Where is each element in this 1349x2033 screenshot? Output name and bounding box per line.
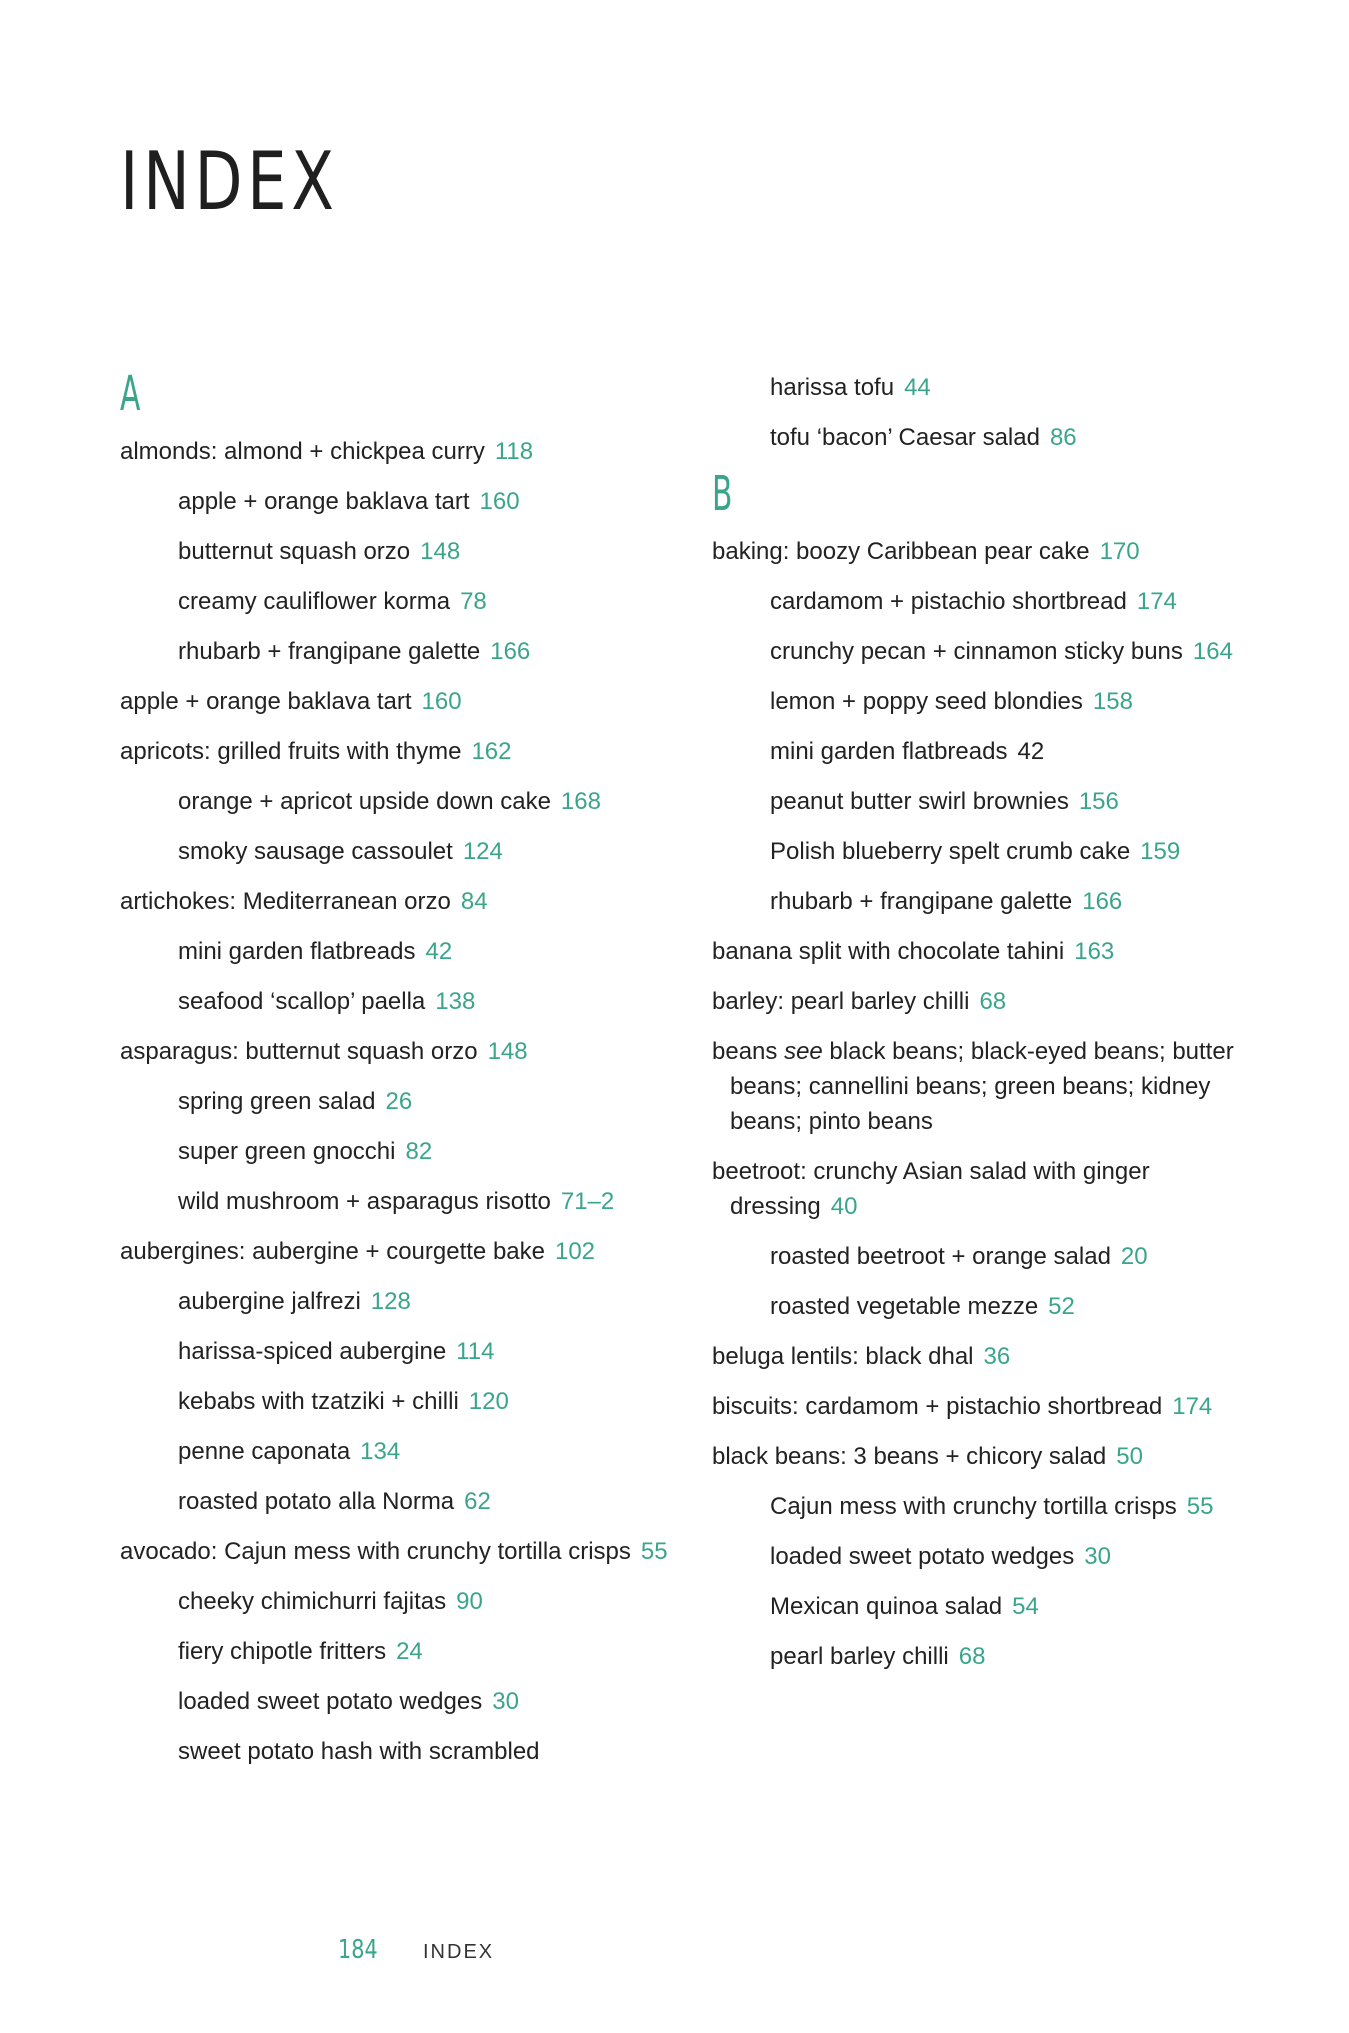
page-ref: 82 [405, 1138, 433, 1165]
index-entry [712, 1389, 1272, 1424]
entry-text: pearl barley chilli [770, 1643, 949, 1670]
entry-text: roasted vegetable mezze [770, 1293, 1039, 1320]
entry-text: tofu ‘bacon’ Caesar salad [770, 424, 1040, 451]
entry-text: avocado: Cajun mess with crunchy tortilla crisps [120, 1538, 631, 1565]
entry-text: biscuits: cardamom + pistachio shortbread [712, 1393, 1163, 1420]
entry-text: penne caponata [178, 1438, 351, 1465]
index-subentry [178, 1134, 680, 1169]
page-ref: 55 [640, 1538, 668, 1565]
page-ref: 164 [1192, 638, 1233, 665]
entry-text: roasted potato alla Norma [178, 1488, 455, 1515]
index-subentry [178, 1684, 680, 1719]
entry-text: cheeky chimichurri fajitas [178, 1588, 447, 1615]
page-ref: 124 [462, 838, 503, 865]
entry-text: apple + orange baklava tart [120, 688, 412, 715]
page-ref: 163 [1074, 938, 1115, 965]
page-ref: 148 [420, 538, 461, 565]
page-footer [338, 1935, 494, 1965]
index-subentry [178, 1434, 680, 1469]
index-entry [712, 1154, 1272, 1224]
index-subentry [178, 784, 680, 819]
entry-text: super green gnocchi [178, 1138, 396, 1165]
entry-text: asparagus: butternut squash orzo [120, 1038, 478, 1065]
entry-text: smoky sausage cassoulet [178, 838, 453, 865]
index-subentry [178, 1584, 680, 1619]
entry-text: aubergines: aubergine + courgette bake [120, 1238, 545, 1265]
entry-text: aubergine jalfrezi [178, 1288, 361, 1315]
entry-text: lemon + poppy seed blondies [770, 688, 1083, 715]
index-subentry [770, 1239, 1272, 1274]
entry-text: rhubarb + frangipane galette [178, 638, 481, 665]
entry-text: wild mushroom + asparagus risotto [178, 1188, 551, 1215]
index-subentry [770, 370, 1272, 405]
page-ref: 68 [958, 1643, 986, 1670]
page-ref: 84 [460, 888, 488, 915]
section-letter: B [712, 466, 733, 522]
index-subentry [770, 584, 1272, 619]
entry-text: apricots: grilled fruits with thyme [120, 738, 462, 765]
page-ref: 68 [979, 988, 1007, 1015]
entry-text: Mexican quinoa salad [770, 1593, 1003, 1620]
entry-text: beans see black beans; black-eyed beans; butter beans; cannellini beans; green beans; kidney beans; pinto beans [712, 1038, 1234, 1135]
index-subentry [770, 420, 1272, 455]
index-column-right [712, 370, 1272, 1689]
page-title: INDEX [120, 134, 339, 228]
entry-text: apple + orange baklava tart [178, 488, 470, 515]
index-subentry [770, 834, 1272, 869]
index-subentry [178, 1384, 680, 1419]
page-ref: 166 [490, 638, 531, 665]
index-subentry [178, 584, 680, 619]
index-subentry [178, 934, 680, 969]
index-subentry [770, 784, 1272, 819]
page-ref: 42 [425, 938, 453, 965]
index-column-left [120, 366, 680, 1784]
index-subentry [178, 1634, 680, 1669]
index-subentry [770, 1289, 1272, 1324]
page-ref: 50 [1116, 1443, 1143, 1470]
index-subentry [178, 1284, 680, 1319]
page-ref: 160 [479, 488, 520, 515]
index-subentry [178, 1334, 680, 1369]
index-entry [120, 684, 680, 719]
entry-text: peanut butter swirl brownies [770, 788, 1069, 815]
footer-label: INDEX [423, 1941, 495, 1963]
entry-text: baking: boozy Caribbean pear cake [712, 538, 1090, 565]
index-entry [120, 734, 680, 769]
page-ref: 90 [456, 1588, 483, 1615]
page-ref: 134 [360, 1438, 401, 1465]
page-ref: 71–2 [560, 1188, 615, 1215]
entry-text: barley: pearl barley chilli [712, 988, 970, 1015]
entry-text: mini garden flatbreads [178, 938, 416, 965]
entry-text: kebabs with tzatziki + chilli [178, 1388, 459, 1415]
entry-text: seafood ‘scallop’ paella [178, 988, 426, 1015]
index-subentry [770, 734, 1272, 769]
page-ref: 158 [1092, 688, 1133, 715]
index-subentry [178, 634, 680, 669]
index-subentry [770, 1489, 1272, 1524]
page-ref: 160 [421, 688, 462, 715]
entry-text: butternut squash orzo [178, 538, 411, 565]
entry-text: spring green salad [178, 1088, 376, 1115]
page-ref: 174 [1172, 1393, 1213, 1420]
page-ref: 156 [1078, 788, 1119, 815]
index-entry [120, 1234, 680, 1269]
index-entry [712, 1439, 1272, 1474]
page-ref: 86 [1049, 424, 1077, 451]
page-ref: 44 [904, 374, 931, 401]
index-entry [712, 934, 1272, 969]
index-subentry [770, 1639, 1272, 1674]
index-entry [120, 884, 680, 919]
page-number: 184 [338, 1935, 378, 1965]
page-ref: 138 [435, 988, 476, 1015]
index-entry [712, 984, 1272, 1019]
entry-text: beetroot: crunchy Asian salad with ginger dressing [712, 1158, 1150, 1220]
index-subentry [770, 634, 1272, 669]
entry-text: loaded sweet potato wedges [178, 1688, 483, 1715]
index-entry [120, 434, 680, 469]
index-entry [712, 534, 1272, 569]
index-subentry [178, 534, 680, 569]
section-letter: A [120, 366, 141, 422]
page-ref: 78 [460, 588, 487, 615]
index-entry [120, 1534, 680, 1569]
index-subentry [178, 1484, 680, 1519]
page-ref: 168 [560, 788, 601, 815]
entry-text: creamy cauliflower korma [178, 588, 451, 615]
entry-text: sweet potato hash with scrambled [178, 1738, 540, 1765]
page-ref: 54 [1012, 1593, 1039, 1620]
page-ref: 55 [1186, 1493, 1214, 1520]
entry-text: orange + apricot upside down cake [178, 788, 551, 815]
index-subentry [770, 1539, 1272, 1574]
index-subentry [178, 834, 680, 869]
page-ref: 118 [494, 438, 534, 465]
page-ref: 102 [554, 1238, 596, 1265]
page-ref: 174 [1136, 588, 1177, 615]
index-entry [120, 1034, 680, 1069]
entry-text: cardamom + pistachio shortbread [770, 588, 1127, 615]
entry-text: banana split with chocolate tahini [712, 938, 1065, 965]
entry-text: almonds: almond + chickpea curry [120, 438, 485, 465]
page-ref: 20 [1120, 1243, 1148, 1270]
page-ref: 52 [1048, 1293, 1075, 1320]
index-subentry [178, 1184, 680, 1219]
entry-text: crunchy pecan + cinnamon sticky buns [770, 638, 1183, 665]
page-ref: 166 [1082, 888, 1123, 915]
index-subentry [770, 1589, 1272, 1624]
entry-text: beluga lentils: black dhal [712, 1343, 974, 1370]
page-ref: 26 [385, 1088, 413, 1115]
page-ref: 170 [1099, 538, 1140, 565]
page-ref: 114 [456, 1338, 495, 1365]
page-ref: 148 [487, 1038, 528, 1065]
page-ref: 24 [396, 1638, 423, 1665]
entry-text: artichokes: Mediterranean orzo [120, 888, 451, 915]
entry-text: Cajun mess with crunchy tortilla crisps [770, 1493, 1177, 1520]
index-subentry [178, 484, 680, 519]
entry-text: roasted beetroot + orange salad [770, 1243, 1111, 1270]
entry-text: Polish blueberry spelt crumb cake [770, 838, 1131, 865]
entry-text: loaded sweet potato wedges [770, 1543, 1075, 1570]
entry-text: fiery chipotle fritters [178, 1638, 387, 1665]
index-subentry [770, 684, 1272, 719]
entry-text: harissa tofu [770, 374, 895, 401]
index-subentry [770, 884, 1272, 919]
page-ref: 40 [830, 1193, 858, 1220]
page-ref: 42 [1017, 738, 1045, 765]
page-ref: 30 [492, 1688, 519, 1715]
entry-text: rhubarb + frangipane galette [770, 888, 1073, 915]
page-ref: 159 [1140, 838, 1181, 865]
index-subentry [178, 1734, 680, 1769]
page-ref: 62 [464, 1488, 491, 1515]
index-entry [712, 1339, 1272, 1374]
entry-text: harissa-spiced aubergine [178, 1338, 447, 1365]
page-ref: 36 [983, 1343, 1011, 1370]
page-ref: 120 [468, 1388, 509, 1415]
index-entry [712, 1034, 1272, 1139]
entry-text: mini garden flatbreads [770, 738, 1008, 765]
index-subentry [178, 1084, 680, 1119]
page-ref: 162 [471, 738, 512, 765]
entry-text: black beans: 3 beans + chicory salad [712, 1443, 1107, 1470]
page-ref: 128 [370, 1288, 411, 1315]
index-subentry [178, 984, 680, 1019]
page-ref: 30 [1084, 1543, 1111, 1570]
